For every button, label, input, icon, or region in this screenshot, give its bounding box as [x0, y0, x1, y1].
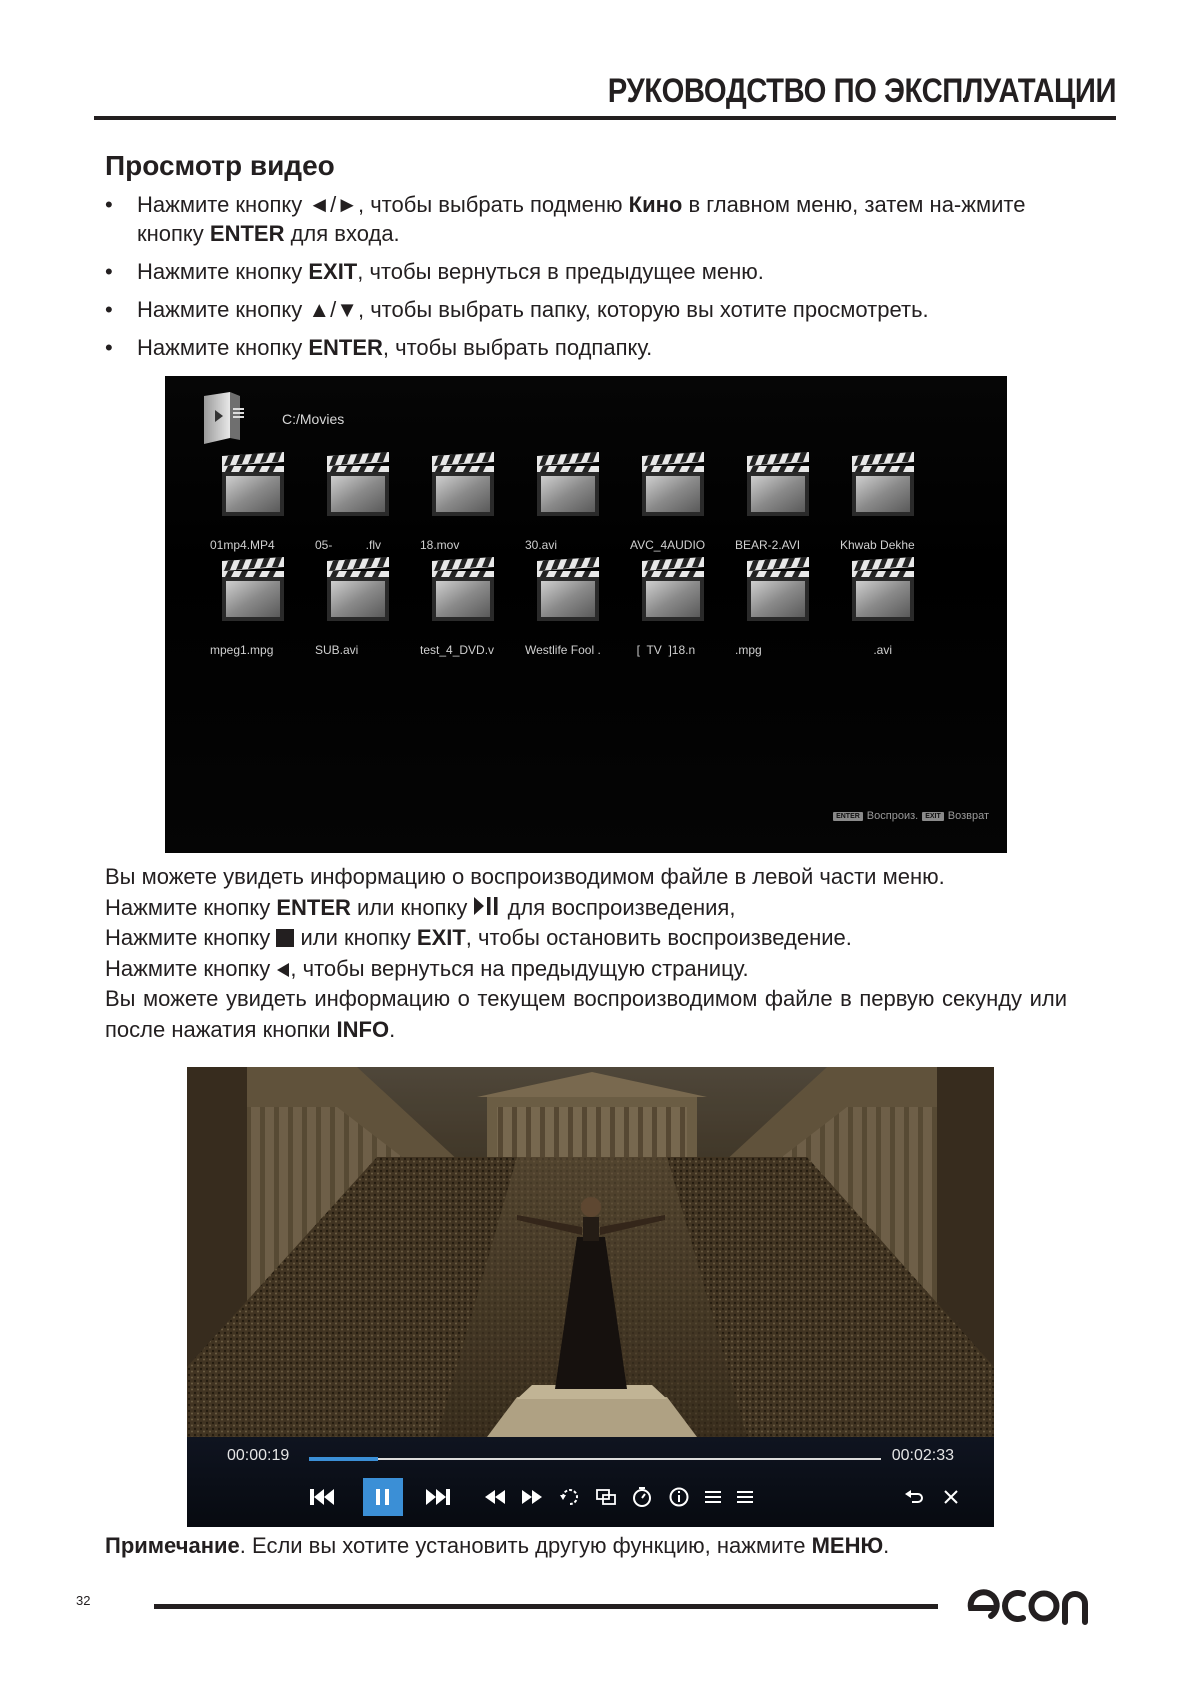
left-arrow-icon: [276, 962, 290, 978]
instruction-list: [105, 190, 1075, 371]
info-button[interactable]: [664, 1482, 694, 1512]
stop-icon: [276, 929, 294, 947]
file-name: 18.mov: [420, 538, 460, 552]
header-rule: [94, 116, 1116, 120]
clapperboard-icon: [848, 450, 918, 520]
close-icon: [942, 1488, 960, 1506]
folder-icon: [200, 392, 244, 444]
video-file-tile[interactable]: [840, 555, 936, 660]
text-line: Нажмите кнопку ENTER или кнопку для воспроизведения,: [105, 894, 736, 920]
fast-forward-icon: [520, 1488, 544, 1506]
file-name: .avi: [840, 643, 893, 657]
clapperboard-icon: [533, 555, 603, 625]
video-file-tile[interactable]: [210, 450, 306, 555]
info-icon: [668, 1486, 690, 1508]
video-file-tile[interactable]: [420, 450, 516, 555]
total-time: 00:02:33: [891, 1447, 954, 1464]
clapperboard-icon: [848, 555, 918, 625]
text-line: Нажмите кнопку , чтобы вернуться на предыдущую страницу.: [105, 955, 749, 981]
file-name: .mpg: [735, 643, 762, 657]
pause-button[interactable]: [363, 1478, 403, 1516]
playback-instructions: [105, 862, 1067, 1045]
clapperboard-icon: [533, 450, 603, 520]
file-name: test_4_DVD.v: [420, 643, 495, 657]
file-name: Westlife Fool .: [525, 643, 601, 657]
footer-rule: [154, 1604, 938, 1609]
header-title: РУКОВОДСТВО ПО ЭКСПЛУАТАЦИИ: [607, 72, 1116, 110]
clapperboard-icon: [428, 555, 498, 625]
pause-icon: [374, 1487, 392, 1507]
video-file-tile[interactable]: [630, 450, 726, 555]
list-item: • Нажмите кнопку EXIT, чтобы вернуться в предыдущее меню.: [105, 257, 1075, 286]
video-file-tile[interactable]: [735, 555, 831, 660]
repeat-icon: [559, 1486, 581, 1508]
clapperboard-icon: [428, 450, 498, 520]
video-file-tile[interactable]: [315, 555, 411, 660]
file-name: 05- .flv: [315, 538, 382, 552]
text-line: Вы можете увидеть информацию о воспроизводимом файле в левой части меню.: [105, 864, 945, 889]
video-player-screenshot: [187, 1067, 994, 1527]
repeat-button[interactable]: [555, 1482, 585, 1512]
return-hint: Возврат: [947, 810, 989, 822]
text-line: Вы можете увидеть информацию о текущем воспроизводимом файле в первую секунду или после нажатия кнопки INFO.: [105, 986, 1067, 1042]
current-path: C:/Movies: [282, 411, 345, 427]
fast-forward-button[interactable]: [517, 1482, 547, 1512]
video-file-tile[interactable]: [630, 555, 726, 660]
video-file-tile[interactable]: [735, 450, 831, 555]
file-name: Khwab Dekhe: [840, 538, 915, 552]
progress-bar[interactable]: [309, 1458, 881, 1460]
file-name: 01mp4.MP4: [210, 538, 275, 552]
list-item: • Нажмите кнопку ◄/►, чтобы выбрать подменю Кино в главном меню, затем на-жмите кнопку ENTER для входа.: [105, 190, 1075, 248]
close-button[interactable]: [936, 1482, 966, 1512]
file-name: BEAR-2.AVI: [735, 538, 801, 552]
file-name: [ TV ]18.n: [630, 643, 696, 657]
next-button[interactable]: [423, 1482, 453, 1512]
exit-key-badge: EXIT: [922, 812, 944, 821]
video-file-tile[interactable]: [210, 555, 306, 660]
menu-button[interactable]: [730, 1482, 760, 1512]
clapperboard-icon: [218, 555, 288, 625]
list-item: • Нажмите кнопку ENTER, чтобы выбрать подпапку.: [105, 333, 1075, 362]
key-hint-bar: [833, 810, 989, 822]
clapperboard-icon: [638, 450, 708, 520]
section-title: Просмотр видео: [105, 150, 335, 181]
clapperboard-icon: [323, 555, 393, 625]
previous-button[interactable]: [307, 1482, 337, 1512]
video-frame-image: [187, 1067, 994, 1437]
video-file-tile[interactable]: [525, 450, 621, 555]
file-name: AVC_4AUDIO: [630, 538, 706, 552]
elapsed-time: 00:00:19: [227, 1447, 290, 1464]
clapperboard-icon: [323, 450, 393, 520]
econ-logo: [965, 1578, 1095, 1626]
video-file-tile[interactable]: [420, 555, 516, 660]
playlist-button[interactable]: [698, 1482, 728, 1512]
video-file-tile[interactable]: [525, 555, 621, 660]
video-file-tile[interactable]: [315, 450, 411, 555]
progress-fill: [309, 1457, 378, 1461]
clapperboard-icon: [743, 450, 813, 520]
video-file-tile[interactable]: [840, 450, 936, 555]
file-name: SUB.avi: [315, 643, 359, 657]
enter-key-badge: ENTER: [833, 812, 863, 821]
file-browser-screenshot: [165, 376, 1007, 853]
aspect-ratio-button[interactable]: [591, 1482, 621, 1512]
clapperboard-icon: [743, 555, 813, 625]
menu-icon: [735, 1488, 755, 1506]
note: Примечание. Если вы хотите установить другую функцию, нажмите МЕНЮ.: [105, 1533, 890, 1558]
back-arrow-icon: [903, 1488, 925, 1506]
aspect-ratio-icon: [595, 1487, 617, 1507]
player-control-bar: [187, 1437, 994, 1527]
play-hint: Воспроиз.: [866, 810, 919, 822]
list-icon: [703, 1488, 723, 1506]
file-name: 30.avi: [525, 538, 558, 552]
sleep-timer-button[interactable]: [627, 1482, 657, 1512]
list-item: • Нажмите кнопку ▲/▼, чтобы выбрать папку, которую вы хотите просмотреть.: [105, 295, 1075, 324]
clapperboard-icon: [218, 450, 288, 520]
clapperboard-icon: [638, 555, 708, 625]
rewind-button[interactable]: [480, 1482, 510, 1512]
file-name: mpeg1.mpg: [210, 643, 274, 657]
rewind-icon: [483, 1488, 507, 1506]
timer-icon: [631, 1486, 653, 1508]
play-pause-icon: [473, 895, 501, 917]
skip-next-icon: [425, 1487, 451, 1507]
skip-previous-icon: [309, 1487, 335, 1507]
text-line: Нажмите кнопку или кнопку EXIT, чтобы остановить воспроизведение.: [105, 925, 852, 950]
page-number: 32: [76, 1593, 91, 1608]
back-button[interactable]: [899, 1482, 929, 1512]
